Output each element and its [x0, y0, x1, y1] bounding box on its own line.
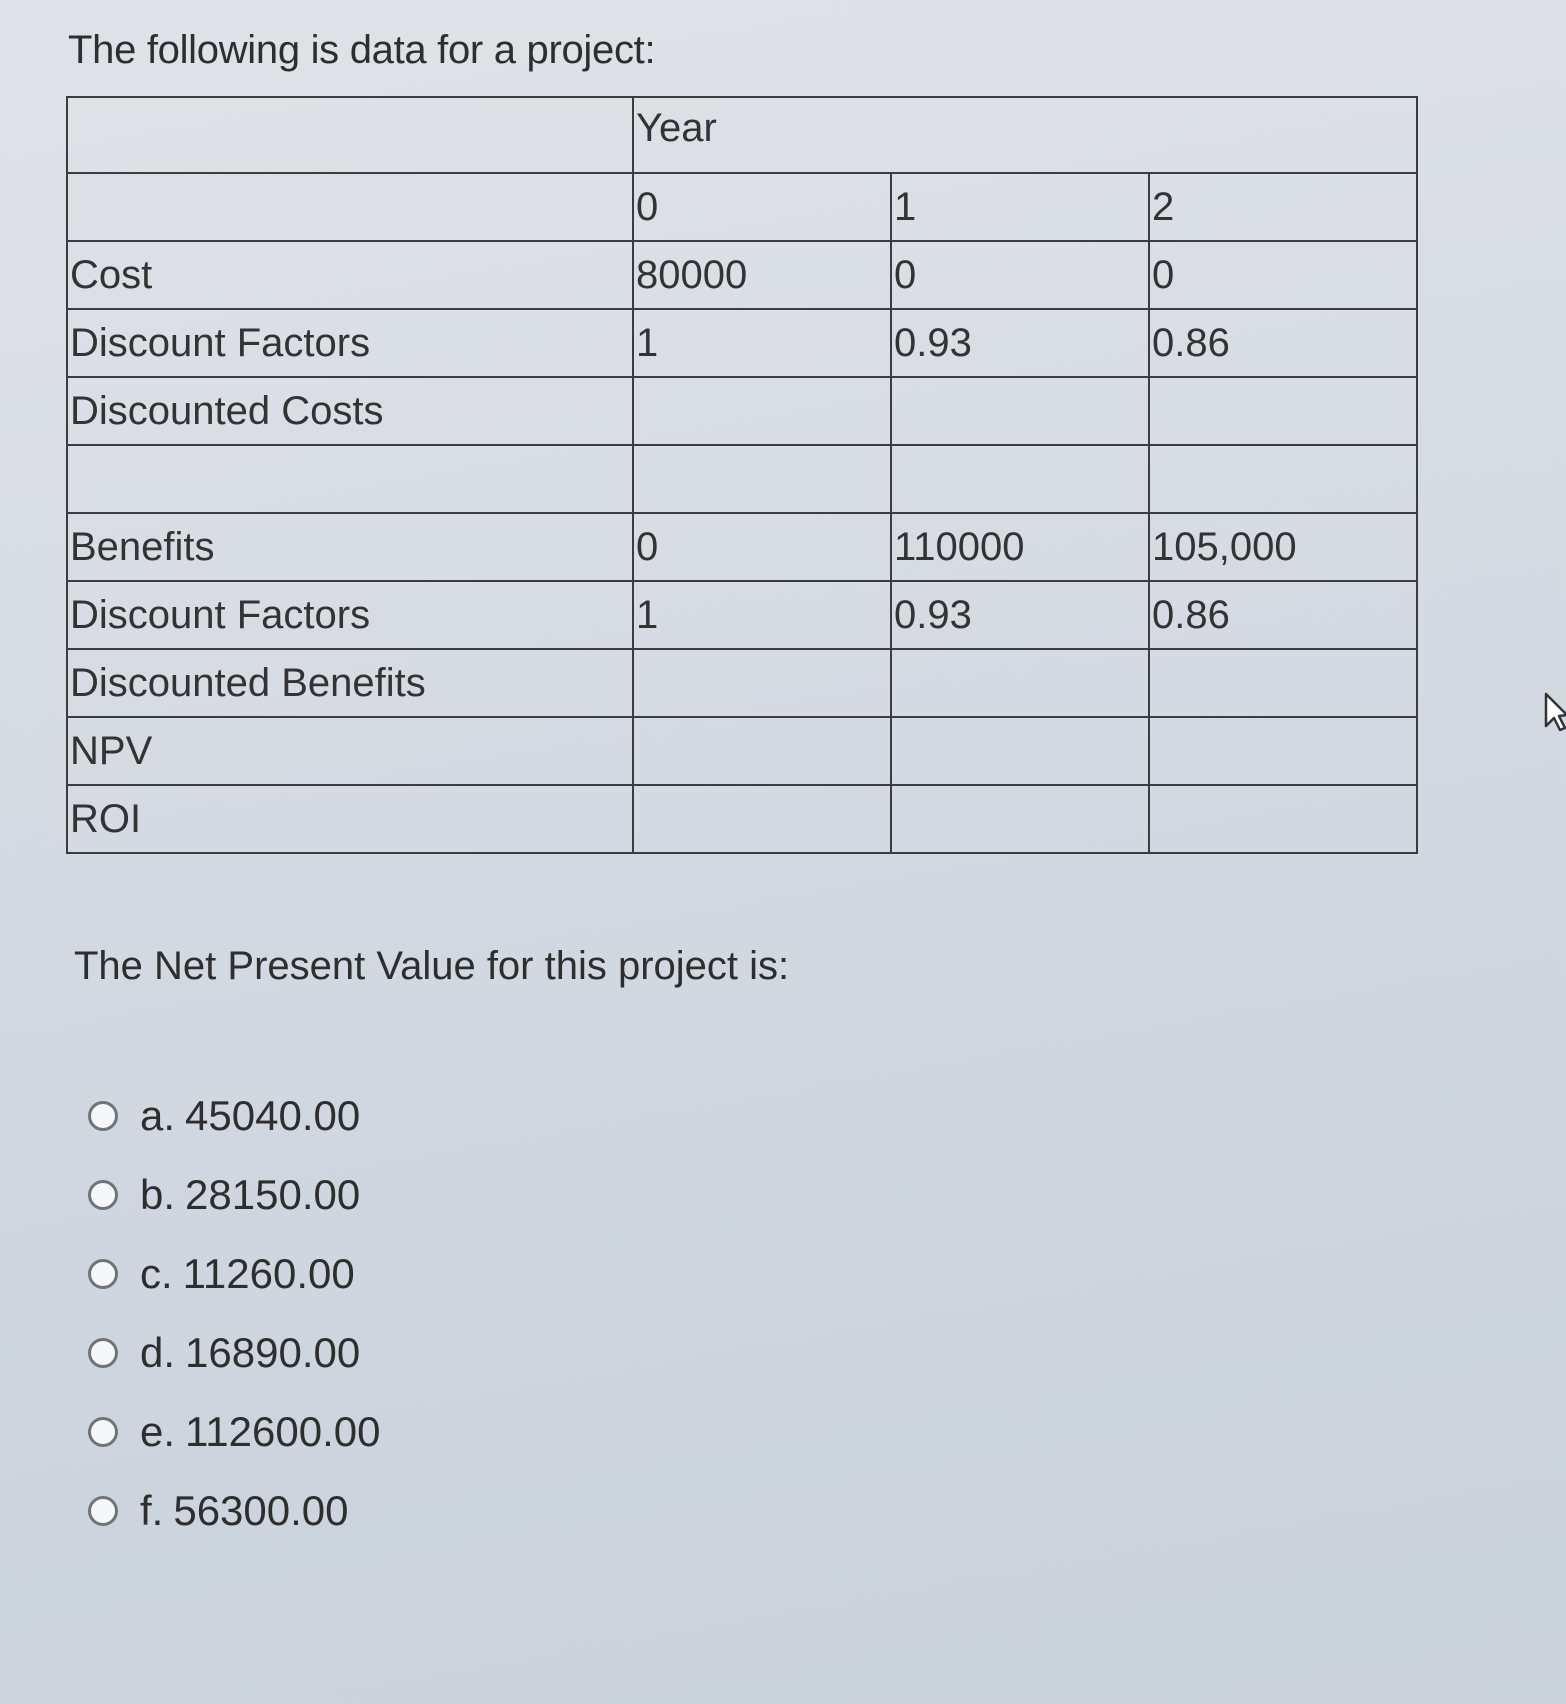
table-cell: 0.93: [891, 309, 1149, 377]
table-cell: [891, 377, 1149, 445]
year-1-header: 1: [891, 173, 1149, 241]
table-row-roi: [67, 785, 1417, 853]
option-b[interactable]: [88, 1169, 380, 1221]
table-cell: [1149, 717, 1417, 785]
table-row-cost-discount-factors: [67, 309, 1417, 377]
option-value: 28150.00: [185, 1171, 361, 1218]
option-letter: b.: [140, 1171, 176, 1218]
table-cell: [891, 445, 1149, 513]
row-label: Cost: [67, 241, 633, 309]
intro-text: The following is data for a project:: [68, 28, 656, 72]
table-cell: 1: [633, 309, 891, 377]
table-cell: [1149, 445, 1417, 513]
table-cell: [633, 785, 891, 853]
table-cell: 0: [1149, 241, 1417, 309]
table-cell: 105,000: [1149, 513, 1417, 581]
table-cell: 80000: [633, 241, 891, 309]
row-label: Discounted Benefits: [67, 649, 633, 717]
option-value: 11260.00: [182, 1250, 355, 1297]
table-row-years: [67, 173, 1417, 241]
row-label: NPV: [67, 717, 633, 785]
row-label: Benefits: [67, 513, 633, 581]
table-cell: [633, 445, 891, 513]
project-data-table: [66, 96, 1418, 854]
option-d[interactable]: [88, 1327, 380, 1379]
option-letter: e.: [140, 1408, 176, 1455]
option-letter: a.: [140, 1092, 176, 1139]
table-cell: [633, 649, 891, 717]
option-e[interactable]: [88, 1406, 380, 1458]
table-cell: 110000: [891, 513, 1149, 581]
table-cell: 0: [633, 513, 891, 581]
table-cell: [633, 717, 891, 785]
radio-unselected-icon[interactable]: [88, 1101, 118, 1131]
table-row-npv: [67, 717, 1417, 785]
table-row-cost: [67, 241, 1417, 309]
table-cell: 0: [891, 241, 1149, 309]
table-cell: 0.86: [1149, 309, 1417, 377]
year-header: Year: [633, 97, 1417, 173]
row-label: Discount Factors: [67, 309, 633, 377]
option-value: 56300.00: [173, 1487, 349, 1534]
table-cell: [1149, 377, 1417, 445]
table-cell: [891, 717, 1149, 785]
radio-unselected-icon[interactable]: [88, 1338, 118, 1368]
option-f[interactable]: [88, 1485, 380, 1537]
table-cell: [891, 649, 1149, 717]
row-label: Discounted Costs: [67, 377, 633, 445]
option-letter: f.: [140, 1487, 164, 1534]
option-value: 16890.00: [185, 1329, 361, 1376]
option-letter: d.: [140, 1329, 176, 1376]
year-2-header: 2: [1149, 173, 1417, 241]
year-0-header: 0: [633, 173, 891, 241]
radio-unselected-icon[interactable]: [88, 1259, 118, 1289]
mouse-cursor-icon: [1544, 692, 1566, 732]
table-row-discounted-benefits: [67, 649, 1417, 717]
row-label: Discount Factors: [67, 581, 633, 649]
radio-unselected-icon[interactable]: [88, 1417, 118, 1447]
row-label: [67, 445, 633, 513]
table-row-discounted-costs: [67, 377, 1417, 445]
table-cell: [1149, 649, 1417, 717]
table-cell: [633, 377, 891, 445]
radio-unselected-icon[interactable]: [88, 1180, 118, 1210]
option-letter: c.: [140, 1250, 173, 1297]
table-cell: 0.86: [1149, 581, 1417, 649]
table-row-benefits: [67, 513, 1417, 581]
table-cell: 1: [633, 581, 891, 649]
option-value: 45040.00: [185, 1092, 361, 1139]
table-cell-empty: [67, 97, 633, 173]
table-row-benefit-discount-factors: [67, 581, 1417, 649]
option-a[interactable]: [88, 1090, 380, 1142]
option-value: 112600.00: [185, 1408, 381, 1455]
table-cell: [891, 785, 1149, 853]
table-cell-empty: [67, 173, 633, 241]
option-c[interactable]: [88, 1248, 380, 1300]
answer-options: [88, 1090, 380, 1564]
table-cell: 0.93: [891, 581, 1149, 649]
table-row-year-header: [67, 97, 1417, 173]
table-row-blank: [67, 445, 1417, 513]
radio-unselected-icon[interactable]: [88, 1496, 118, 1526]
question-text: The Net Present Value for this project is:: [74, 944, 790, 988]
table-cell: [1149, 785, 1417, 853]
row-label: ROI: [67, 785, 633, 853]
